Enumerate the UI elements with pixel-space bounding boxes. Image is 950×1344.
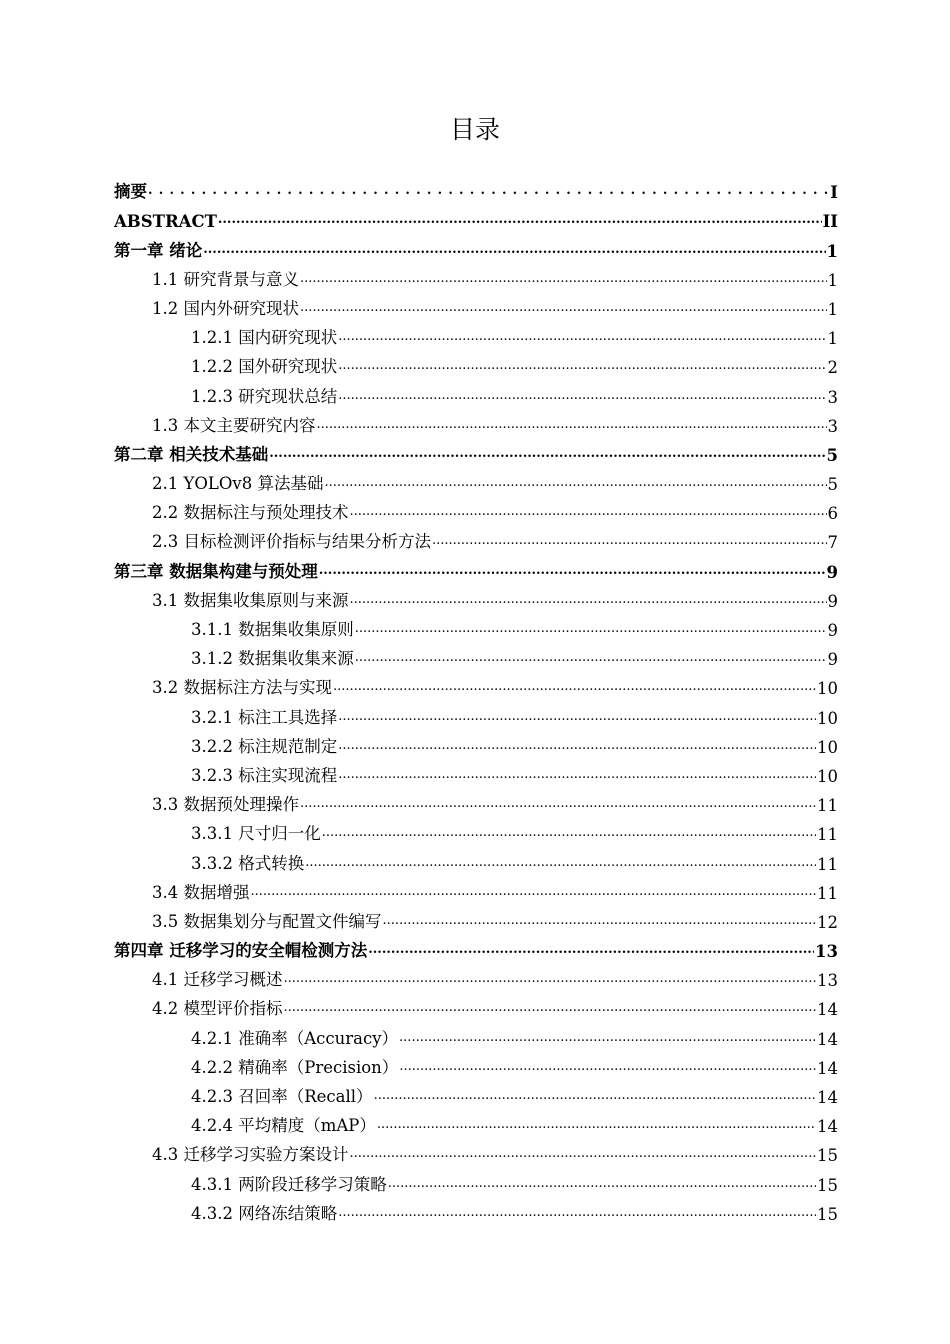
toc-entry-label: 3.1.1 数据集收集原则 [191, 620, 354, 639]
toc-entry[interactable] [114, 348, 838, 377]
toc-dot-leader [338, 1205, 816, 1220]
page-title: 目录 [449, 115, 500, 144]
toc-dot-leader [251, 884, 817, 899]
toc-entry-label: 1.1 研究背景与意义 [152, 269, 299, 289]
toc-dot-leader [432, 533, 827, 548]
toc-entry-page-number: 3 [827, 387, 838, 407]
toc-dot-leader [350, 592, 827, 607]
toc-entry-label: 4.1 迁移学习概述 [152, 970, 283, 990]
toc-dot-leader [338, 738, 816, 753]
toc-entry-page-number: 10 [817, 708, 838, 728]
toc-dot-leader [148, 183, 829, 198]
toc-entry-label: 第一章 绪论 [114, 240, 203, 260]
toc-entry[interactable] [114, 786, 838, 815]
toc-entry[interactable] [114, 1078, 838, 1107]
toc-entry-label: 4.3.2 网络冻结策略 [191, 1203, 338, 1223]
toc-entry[interactable] [114, 1165, 838, 1194]
toc-entry-label: 摘要 [114, 182, 147, 202]
toc-entry-label: 3.4 数据增强 [152, 882, 250, 902]
toc-dot-leader [333, 679, 816, 694]
toc-entry-page-number: II [822, 212, 838, 232]
toc-entry-page-number: 11 [817, 825, 838, 845]
toc-dot-leader [355, 621, 827, 636]
toc-entry[interactable] [114, 407, 838, 436]
toc-dot-leader [383, 913, 817, 928]
toc-entry-label: 4.2.2 精确率（Precision） [191, 1057, 399, 1077]
toc-entry[interactable] [114, 261, 838, 290]
toc-entry-page-number: 9 [827, 591, 838, 611]
toc-entry-label: 3.2.3 标注实现流程 [191, 765, 338, 785]
table-of-contents [114, 173, 838, 1224]
toc-dot-leader [338, 709, 816, 724]
toc-entry-label: 4.3.1 两阶段迁移学习策略 [191, 1174, 387, 1194]
toc-entry-label: 1.2.3 研究现状总结 [191, 386, 338, 406]
toc-entry-page-number: 10 [817, 737, 838, 757]
toc-entry-page-number: 1 [826, 241, 838, 261]
toc-entry[interactable] [114, 990, 838, 1019]
toc-dot-leader [338, 329, 826, 344]
toc-entry-page-number: 14 [817, 1029, 838, 1049]
toc-entry-page-number: 11 [817, 796, 838, 816]
toc-entry[interactable] [114, 903, 838, 932]
toc-entry-label: 3.5 数据集划分与配置文件编写 [152, 911, 382, 931]
toc-entry[interactable] [114, 494, 838, 523]
toc-dot-leader [399, 1030, 816, 1045]
toc-entry-page-number: 14 [817, 1058, 838, 1078]
toc-entry[interactable] [114, 961, 838, 990]
toc-entry-label: 4.2.3 召回率（Recall） [191, 1087, 373, 1106]
toc-entry-label: 第二章 相关技术基础 [114, 444, 269, 464]
toc-dot-leader [284, 1000, 817, 1015]
toc-dot-leader [203, 242, 825, 257]
toc-dot-leader [377, 1117, 816, 1132]
toc-entry[interactable] [114, 377, 838, 406]
toc-entry-label: 3.1 数据集收集原则与来源 [152, 590, 349, 610]
toc-entry[interactable] [114, 844, 838, 873]
toc-entry-label: 4.2.1 准确率（Accuracy） [191, 1028, 399, 1048]
toc-entry-page-number: Ⅰ [830, 183, 838, 203]
toc-entry[interactable] [114, 611, 838, 640]
toc-entry-page-number: 5 [827, 475, 838, 495]
toc-entry-label: 3.3.2 格式转换 [191, 853, 305, 873]
toc-entry[interactable] [114, 202, 838, 231]
toc-entry-page-number: 2 [827, 358, 838, 378]
toc-entry[interactable] [114, 1019, 838, 1048]
toc-entry[interactable] [114, 231, 838, 260]
toc-dot-leader [305, 855, 816, 870]
toc-entry-label: ABSTRACT [114, 212, 217, 232]
toc-entry[interactable] [114, 932, 838, 961]
toc-entry-label: 3.3.1 尺寸归一化 [191, 824, 321, 844]
toc-entry-page-number: 9 [827, 650, 838, 670]
toc-entry[interactable] [114, 552, 838, 581]
toc-entry[interactable] [114, 523, 838, 552]
toc-entry-page-number: 15 [817, 1204, 838, 1224]
toc-entry-page-number: 1 [827, 299, 838, 319]
toc-entry-page-number: 12 [817, 912, 838, 932]
toc-entry-label: 2.3 目标检测评价指标与结果分析方法 [152, 532, 431, 552]
toc-entry[interactable] [114, 1049, 838, 1078]
toc-entry-label: 第四章 迁移学习的安全帽检测方法 [114, 941, 368, 961]
toc-entry-page-number: 14 [817, 1088, 838, 1107]
toc-dot-leader [399, 1059, 816, 1074]
toc-entry[interactable] [114, 669, 838, 698]
toc-dot-leader [350, 504, 827, 519]
toc-entry-page-number: 3 [827, 416, 838, 436]
toc-entry-label: 第三章 数据集构建与预处理 [114, 561, 318, 581]
toc-entry[interactable] [114, 1195, 838, 1224]
toc-entry[interactable] [114, 1136, 838, 1165]
toc-entry-page-number: 15 [817, 1146, 838, 1166]
toc-entry-page-number: 1 [827, 329, 838, 349]
toc-entry-label: 1.2.2 国外研究现状 [191, 357, 338, 377]
toc-entry[interactable] [114, 465, 838, 494]
toc-entry-label: 2.1 YOLOv8 算法基础 [152, 474, 324, 494]
toc-entry[interactable] [114, 436, 838, 465]
toc-entry-page-number: 10 [817, 679, 838, 699]
toc-entry-page-number: 14 [817, 1000, 838, 1020]
toc-entry-page-number: 11 [817, 854, 838, 874]
toc-entry-label: 3.2.1 标注工具选择 [191, 707, 338, 727]
toc-dot-leader [324, 475, 826, 490]
toc-dot-leader [338, 767, 816, 782]
toc-dot-leader [317, 417, 827, 432]
toc-entry[interactable] [114, 582, 838, 611]
toc-dot-leader [322, 825, 816, 840]
toc-entry-label: 4.2.4 平均精度（mAP） [191, 1116, 376, 1136]
toc-entry-page-number: 9 [826, 562, 838, 582]
toc-dot-leader [350, 1146, 817, 1161]
toc-entry[interactable] [114, 173, 838, 202]
toc-entry-label: 1.2 国内外研究现状 [152, 298, 299, 318]
toc-dot-leader [338, 358, 826, 373]
toc-entry-page-number: 15 [817, 1175, 838, 1195]
toc-entry-label: 4.3 迁移学习实验方案设计 [152, 1145, 349, 1165]
toc-entry-page-number: 14 [817, 1117, 838, 1137]
toc-entry-label: 3.1.2 数据集收集来源 [191, 649, 354, 669]
toc-entry[interactable] [114, 728, 838, 757]
toc-entry[interactable] [114, 698, 838, 727]
toc-dot-leader [368, 942, 814, 957]
toc-entry[interactable] [114, 640, 838, 669]
toc-entry-page-number: 13 [817, 971, 838, 991]
toc-entry-label: 4.2 模型评价指标 [152, 999, 283, 1019]
toc-dot-leader [355, 650, 827, 665]
toc-dot-leader [269, 446, 825, 461]
toc-entry[interactable] [114, 757, 838, 786]
toc-entry-page-number: 7 [827, 533, 838, 553]
toc-entry-page-number: 6 [827, 504, 838, 524]
toc-entry-page-number: 13 [815, 942, 838, 962]
toc-entry-label: 3.2.2 标注规范制定 [191, 736, 338, 756]
toc-entry-label: 3.3 数据预处理操作 [152, 795, 299, 815]
toc-entry[interactable] [114, 290, 838, 319]
toc-entry[interactable] [114, 874, 838, 903]
toc-dot-leader [284, 971, 817, 986]
toc-entry-page-number: 11 [817, 883, 838, 903]
toc-entry-page-number: 10 [817, 766, 838, 786]
toc-dot-leader [300, 796, 816, 811]
toc-entry-label: 1.3 本文主要研究内容 [152, 415, 316, 435]
toc-dot-leader [338, 388, 826, 403]
toc-entry-label: 1.2.1 国内研究现状 [191, 328, 338, 348]
toc-dot-leader [374, 1088, 816, 1103]
toc-entry-label: 3.2 数据标注方法与实现 [152, 678, 332, 698]
toc-entry[interactable] [114, 1107, 838, 1136]
toc-entry-label: 2.2 数据标注与预处理技术 [152, 503, 349, 523]
toc-dot-leader [388, 1176, 816, 1191]
toc-dot-leader [218, 212, 822, 227]
toc-entry-page-number: 1 [827, 270, 838, 290]
toc-entry-page-number: 5 [826, 445, 838, 465]
toc-entry[interactable] [114, 319, 838, 348]
toc-dot-leader [300, 300, 827, 315]
toc-dot-leader [319, 563, 826, 578]
toc-dot-leader [300, 271, 827, 286]
toc-entry[interactable] [114, 815, 838, 844]
toc-entry-page-number: 9 [827, 621, 838, 640]
